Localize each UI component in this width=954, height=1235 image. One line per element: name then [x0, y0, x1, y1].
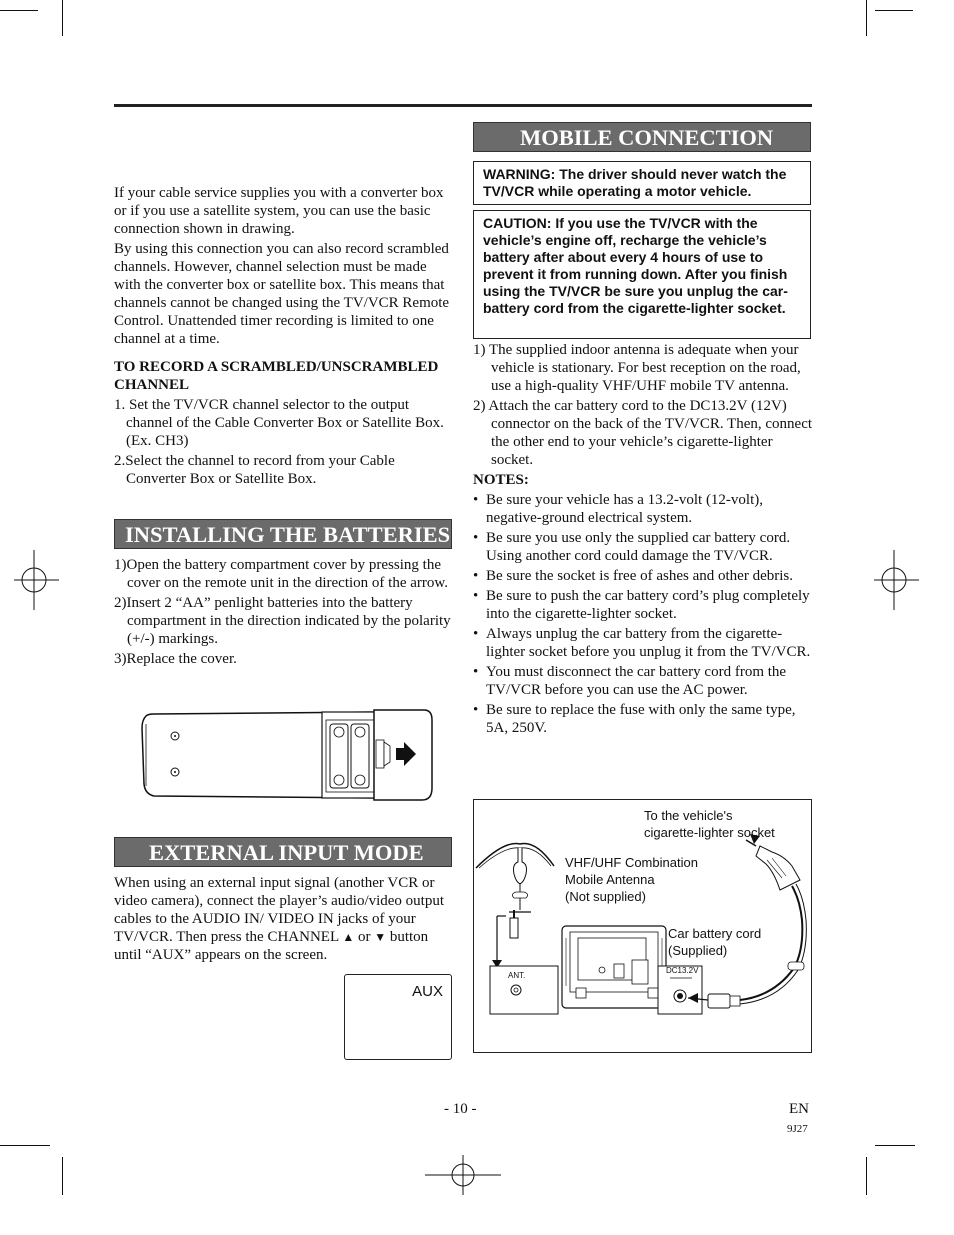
batteries-title: INSTALLING THE BATTERIES: [125, 522, 451, 547]
bullet-icon: •: [473, 492, 479, 508]
crop-mark: [875, 1145, 915, 1146]
aux-screen: [344, 974, 452, 1060]
note-item: [473, 587, 813, 623]
caution-box: [473, 210, 811, 339]
notes-heading: NOTES:: [473, 472, 529, 488]
antenna-label-line: VHF/UHF Combination: [565, 855, 698, 870]
remote-battery-illustration: [138, 706, 436, 804]
batteries-heading: [114, 519, 452, 549]
language-code: EN: [789, 1101, 809, 1117]
registration-mark: [425, 1155, 505, 1195]
intro-paragraph: If your cable service supplies you with a converter box or if you use a satellite system, you can use the basic connection shown in drawing.: [114, 185, 444, 237]
note-text: Always unplug the car battery from the cigarette-lighter socket before you unplug it from the TV/VCR.: [486, 626, 811, 660]
crop-mark: [875, 10, 913, 11]
registration-mark: [14, 550, 64, 610]
bullet-icon: •: [473, 568, 479, 584]
antenna-label-line: Mobile Antenna: [565, 872, 655, 887]
crop-mark: [0, 10, 38, 11]
warning-text: WARNING: The driver should never watch the TV/VCR while operating a motor vehicle.: [483, 166, 787, 199]
battery-step: 2)Insert 2 “AA” penlight batteries into the battery compartment in the direction indicated by the polarity (+/-) markings.: [114, 595, 451, 647]
page-number: - 10 -: [444, 1101, 477, 1117]
bullet-icon: •: [473, 588, 479, 604]
dc-jack-label: DC13.2V: [666, 966, 699, 975]
external-title: EXTERNAL INPUT MODE: [149, 840, 424, 865]
cord-label-line: Car battery cord: [668, 926, 762, 941]
external-text: [114, 874, 456, 964]
external-text-after: button until “AUX” appears on the screen.: [114, 929, 429, 963]
intro-paragraph: By using this connection you can also record scrambled channels. However, channel selection must be made with the converter box or satellite box. This means that channels cannot be changed using the TV/VCR Remote Control. Unattended timer recording is limited to one channel at a time.: [114, 241, 450, 347]
crop-mark: [62, 1157, 63, 1195]
crop-mark: [0, 1145, 50, 1146]
battery-step: 1)Open the battery compartment cover by pressing the cover on the remote unit in the direction of the arrow.: [114, 557, 448, 591]
note-item: [473, 529, 813, 565]
bullet-icon: •: [473, 664, 479, 680]
note-text: Be sure you use only the supplied car battery cord. Using another cord could damage the TV/VCR.: [486, 530, 791, 564]
note-text: Be sure to replace the fuse with only the same type, 5A, 250V.: [486, 702, 796, 736]
mobile-title: MOBILE CONNECTION: [520, 125, 774, 150]
bullet-icon: •: [473, 530, 479, 546]
connection-diagram: [473, 799, 812, 1053]
external-text-before: When using an external input signal (another VCR or video camera), connect the player’s audio/video output cables to the AUDIO IN/ VIDEO IN jacks of your TV/VCR. Then press the CHANNEL: [114, 875, 445, 945]
note-item: [473, 625, 813, 661]
registration-mark: [874, 550, 924, 610]
top-rule: [114, 104, 812, 107]
note-text: Be sure to push the car battery cord’s plug completely into the cigarette-lighter socket.: [486, 588, 810, 622]
battery-step: 3)Replace the cover.: [114, 651, 237, 667]
note-text: Be sure the socket is free of ashes and other debris.: [486, 568, 793, 584]
aux-label: AUX: [412, 983, 443, 1000]
socket-label-line: cigarette-lighter socket: [644, 825, 775, 840]
record-step: 1. Set the TV/VCR channel selector to the output channel of the Cable Converter Box or Satellite Box. (Ex. CH3): [114, 397, 444, 449]
note-item: [473, 491, 813, 527]
ant-jack-label: ANT.: [508, 971, 526, 980]
document-code: 9J27: [787, 1123, 808, 1135]
mobile-step: 1) The supplied indoor antenna is adequate when your vehicle is stationary. For best reception on the road, use a high-quality VHF/UHF mobile TV antenna.: [473, 342, 801, 394]
warning-box: [473, 161, 811, 205]
antenna-label: [565, 854, 698, 905]
external-heading: [114, 837, 452, 867]
mobile-heading: [473, 122, 811, 152]
socket-label-line: To the vehicle's: [644, 808, 733, 823]
antenna-label-line: (Not supplied): [565, 889, 646, 904]
crop-mark: [866, 1157, 867, 1195]
note-item: [473, 567, 813, 585]
battery-steps: [114, 556, 452, 670]
record-heading: TO RECORD A SCRAMBLED/UNSCRAMBLED CHANNEL: [114, 359, 439, 393]
cord-label: [668, 925, 761, 959]
mobile-step: 2) Attach the car battery cord to the DC13.2V (12V) connector on the back of the TV/VCR. Then, connect the other end to your vehicle’s cigarette-lighter socket.: [473, 398, 813, 468]
intro-text: [114, 184, 452, 350]
arrow-down-icon: ▼: [374, 930, 387, 944]
bullet-icon: •: [473, 702, 479, 718]
note-item: [473, 663, 813, 699]
socket-label: [644, 807, 775, 841]
arrow-up-icon: ▲: [342, 930, 355, 944]
caution-text: CAUTION: If you use the TV/VCR with the vehicle’s engine off, recharge the vehicle’s battery after about every 4 hours of use to prevent it from running down. After you finish using the TV/VCR be sure you unplug the car-battery cord from the cigarette-lighter socket.: [483, 215, 788, 316]
record-section: [114, 358, 456, 490]
external-text-or: or: [354, 929, 375, 945]
note-text: You must disconnect the car battery cord from the TV/VCR before you can use the AC power.: [486, 664, 787, 698]
note-item: [473, 701, 813, 737]
bullet-icon: •: [473, 626, 479, 642]
crop-mark: [62, 0, 63, 36]
record-step: 2.Select the channel to record from your Cable Converter Box or Satellite Box.: [114, 453, 395, 487]
cord-label-line: (Supplied): [668, 943, 728, 958]
note-text: Be sure your vehicle has a 13.2-volt (12-volt), negative-ground electrical system.: [486, 492, 764, 526]
mobile-steps: [473, 341, 813, 739]
crop-mark: [866, 0, 867, 36]
